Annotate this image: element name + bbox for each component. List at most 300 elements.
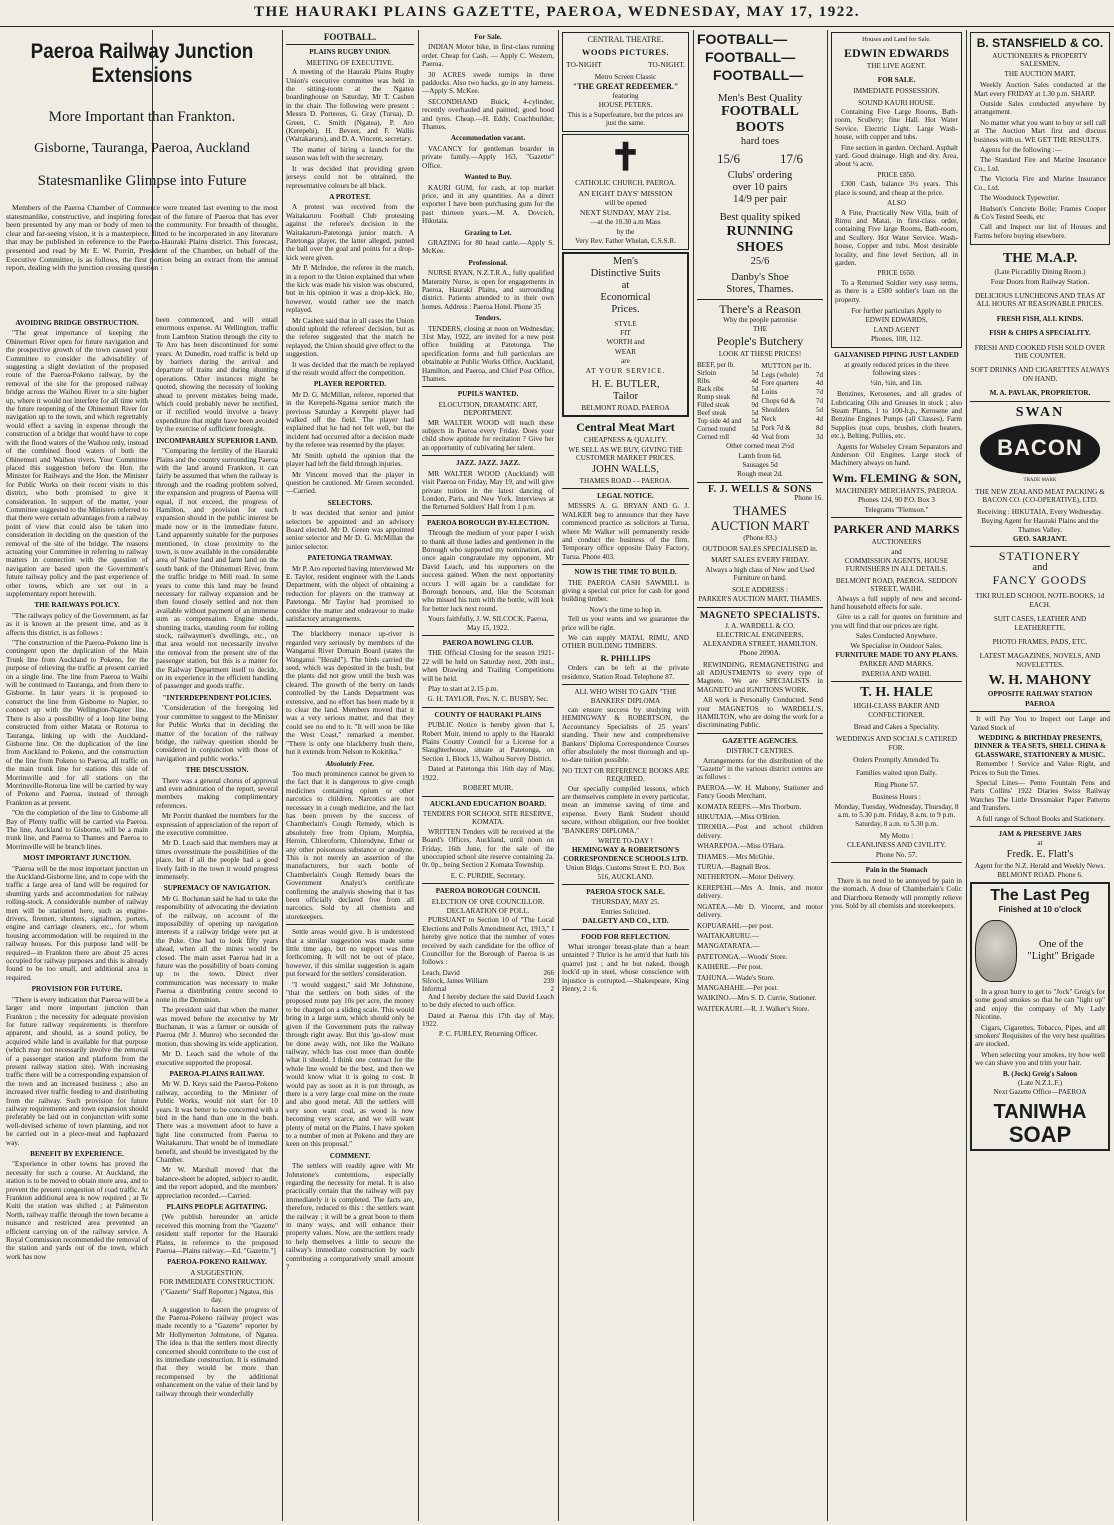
ad-title: ALL WHO WISH TO GAIN "THE BANKERS' DIPLOMA xyxy=(574,688,677,705)
item-price: 7d xyxy=(816,370,823,379)
item-price: 7d xyxy=(816,388,823,397)
section-heading: PLAINS PEOPLE AGITATING. xyxy=(166,1203,268,1212)
item-price: 5d xyxy=(751,385,759,394)
rule xyxy=(286,924,414,925)
item-price xyxy=(750,361,758,369)
agency-item: KEREPEHI.—Mrs A. Innis, and motor delivery. xyxy=(697,883,823,901)
ad-text: WEAR xyxy=(614,347,637,356)
ad-text: NO TEXT OR REFERENCE BOOKS ARE REQUIRED. xyxy=(562,766,689,784)
agency-item: NGATEA.—Mr D. Vincent, and motor delivery. xyxy=(697,902,823,920)
ad-text: Receiving : HIKUTAIA, Every Wednesday. xyxy=(977,507,1103,516)
section-heading: THE DISCUSSION. xyxy=(185,766,249,775)
column-rule xyxy=(418,30,419,1521)
ad-text: Always a full supply of new and second-hand household effects for sale. xyxy=(831,594,962,611)
ad-text: FOOTBALL xyxy=(721,104,799,119)
ad-title: Wm. FLEMING & SON, xyxy=(832,470,961,485)
agency-item: KOPUARAHI.—per post. xyxy=(697,921,774,930)
item-price: 4d xyxy=(816,414,823,423)
item-name: Corned roll xyxy=(697,433,730,442)
article-paragraph: "There is every indication that Paeroa will be a larger and more important junction than Frankton ; the necessity for adequate provision for future railway requirements is therefore apparent, and should, as a sound policy, be acquired while land is available for that purpose (which may not necessarily involve the removal of a passenger station and platform from the present railway station site). With increasing traffic there will be a corresponding expansion of the town and an increased business ; also an increased river traffic feeding to and distributing from the railway. Such provision for future railway requirements and town expansion should preferably be laid out in conjunction with some well-devised scheme of town planning, and not be carried out in a piece-meal and haphazard way. xyxy=(6,995,148,1147)
ad-text: One of the xyxy=(1038,939,1084,950)
agency-list xyxy=(697,784,823,1013)
item-price: 4d xyxy=(751,433,759,442)
price-row xyxy=(697,417,759,425)
meat-mart-ad xyxy=(562,419,689,485)
section-heading: A PROTEST. xyxy=(329,192,371,201)
notice-text: MESSRS A. G. BRYAN AND G. J. WALKER beg to announce that they have commenced practice as solicitors at Turua, where Mr Walker will permanently reside and conduct the business of the firm. Temporary office opposite Dairy Factory, Turua. Phone 403. xyxy=(562,502,689,561)
agency-item: WAITEKAURI.—R. J. Walker's Store. xyxy=(697,1004,810,1013)
article-paragraph: "On the completion of the line to Gisborne all Bay of Plenty traffic will be carried via Paeroa. The line, Auckland to Gisborne, will be a main trunk line, and Paeroa to Thames and Paeroa to Morrinsville will be branch lines. xyxy=(6,809,148,851)
ad-title: and xyxy=(1032,562,1048,574)
poll-votes: 266 xyxy=(543,968,554,977)
ad-text: LAND AGENT xyxy=(873,325,920,334)
item-price: 4d xyxy=(816,379,823,388)
ad-text: ELECTRICAL ENGINEERS, ALEXANDRA STREET, HAMILTON. xyxy=(702,631,818,648)
rule xyxy=(422,796,554,797)
ad-text: SOFT DRINKS AND CIGARETTES ALWAYS ON HAND. xyxy=(970,366,1110,383)
item-name: Top side 4d and xyxy=(697,417,742,426)
ad-text: COMMISSION AGENTS, HOUSE FURNISHERS IN ALL DETAILS. xyxy=(844,556,949,574)
ad-text: Phones, 108, 112. xyxy=(870,335,923,344)
rule xyxy=(422,707,554,708)
rule xyxy=(970,711,1110,712)
ad-text: Metro Screen Classic xyxy=(594,73,657,82)
ad-text: ½in, ¾in, and 1in. xyxy=(870,378,923,387)
ad-text: AUCTIONEERS xyxy=(871,538,922,547)
ad-text: by the xyxy=(616,227,635,236)
ad-text: MART SALES EVERY FRIDAY. xyxy=(711,556,809,565)
ad-text: Families waited upon Daily. xyxy=(856,768,937,777)
agency-item: WAITAKARURU.— xyxy=(697,931,759,940)
ad-text: "Light" Brigade xyxy=(1027,951,1095,962)
article-paragraph: [We publish hereunder an article received this morning from the "Gazette" resident staff reporter for the Hauraki Plains, in reference to the proposed Paeroa—Plains railway.—Ed. "Gazette."] xyxy=(156,1213,278,1256)
article-paragraph: The blackberry menace up-river is regarded very seriously by members of the Wanganui River Domain Board (states the Wanganui "Herald"). The birds carried the seed, which was deposited in the bush, but the plants did not grow until the bush was cleared. The growth of the berry on lands controlled by the Lands Department was extensive, and no effort has been made by it to clear the land. Members moved that it was a very serious matter, and that they could see no end to it. "It will soon be like the West Coast," remarked a member. "There is only one blackberry bush there, but it extends from Nelson to Kokitika." xyxy=(286,630,414,757)
price-row xyxy=(697,433,759,441)
agency-item: HIKUTAIA.—Miss O'Brien. xyxy=(697,813,781,822)
poll-row xyxy=(422,985,554,993)
item-name: MUTTON per lb. xyxy=(761,361,811,370)
price-row xyxy=(762,397,824,406)
article-paragraph: been commenced, and will entail enormous expense. At Wellington, traffic from Lambton Station through the city to Te Aro has been discontinued for some years. At Dunedin, road traffic is held up by barriers during the arrival and departure of trains and during shunting operations. Other instances might be quoted, showing the necessity of looking ahead to prevent mistakes being made, which could probably never be rectified, or if rectified would involve a heavy expenditure that might have been avoided by the exercise of sufficient foresight. xyxy=(156,316,278,434)
ad-text: TO-NIGHT xyxy=(566,59,602,69)
ad-text: No matter what you want to buy or sell call at The Auction Mart first and discuss business with us. WE GET THE RESULTS. xyxy=(974,118,1106,144)
beef-prices xyxy=(697,361,759,441)
article-paragraph: What stronger breast-plate than a heart untainted ? Thrice is he arm'd that hath his quarrel just ; and he but naked, though lock'd up in steel, whose conscience with injustice is corrupted.—Shakespeare, King Henry, 2 : 6. xyxy=(562,943,689,994)
ad-text: FIT xyxy=(620,328,631,337)
ad-text: AUCTIONEERS & PROPERTY SALESMEN, xyxy=(992,52,1088,69)
ad-text: BELMONT ROAD, PAEROA. SEDDON STREET, WAIHI. xyxy=(835,576,958,594)
ad-text: PARKER AND MARKS. xyxy=(859,660,934,669)
ad-text: and xyxy=(891,547,902,556)
classified-ad: GRAZING for 80 head cattle.—Apply S. McKee. xyxy=(422,238,554,256)
article-paragraph: "Paeroa will be the most important junction on the Auckland-Gisborne line, and to cope with the traffic a large area of land will be required for shunting yards and accommodation for railway rolling-stock. A considerable number of railway men will be stationed here, such as engine-drivers, firemen, shunters, signalmen, porters, engine and carriage cleaners, etc., for whom housing accommodation will be required in the railway houses. For this purpose land will be required—in Frankton there are about 25 acres occupied for railway purposes and this is already found to be too small, and additional area is required. xyxy=(6,864,148,982)
ad-text: THE NEW ZEALAND MEAT PACKING & BACON CO. (CO-OPERATIVE), LTD. xyxy=(975,488,1105,505)
ad-text: DELICIOUS LUNCHEONS AND TEAS AT ALL HOURS AT REASONABLE PRICES. xyxy=(974,291,1106,309)
article-paragraph: "Comparing the fertility of the Hauraki Plains and the country surrounding Paeroa with the land around Frankton, it can fairly be assumed that when the railway is through and the roading problem solved, the expansion and progress of Paeroa will equal, if not exceed, the progress of Hamilton, and provision for such expansion should in the public interest be made now or in the immediate future. Land apparently suitable for the purposes mentioned, in close proximity to the town, is now available in the considerable area of Native land and farm land on the south bank of the Ohinemuri River, from the traffic bridge to Mill road. In some years to come this land may be found necessary for railway expansion and be then found closely settled and not then available without payment of an immense sum as compensation. Engine sheds, shunting tracks, standing room for rolling stock, railwaymen's dwellings, etc., on that area would not necessarily involve the removal from the present site of the passenger station, but this is a matter for the Railway Department itself to decide, on its experience in the efficient handling of passenger and goods traffic. xyxy=(156,447,278,691)
ad-text: For further particulars Apply to xyxy=(851,306,942,315)
ad-title: There's a Reason xyxy=(719,302,801,316)
notice-signature: E. C. PURDIE, Secretary. xyxy=(450,871,526,880)
ad-text: THE xyxy=(753,325,767,334)
article-paragraph: "Experience in other towns has proved the necessity for such a course. At Auckland, the station is to be moved to obtain more area, and to prevent the present congestion of road traffic. At Frankton additional area is now required ; at Te Kuiti the station was shifted ; at Palmerston North, railway traffic through the town became a nuisance and restricted area prevented an efficient carrying on of the railway service. A Royal Commission recommended the removal of the station and yards out of the town, which work has now xyxy=(6,1160,148,1261)
article-paragraph: The president said that when the matter was moved before the executive by Mr Buchanan, it was a farmer or outside of Paeroa (Mr J. Munro) who seconded the motion, thus showing its wide application. xyxy=(156,1006,278,1048)
article-paragraph: "The great importance of keeping the Ohinemuri River open for future navigation and the prospective growth of the town caused your Committee to consider the advisability of suggesting a slight deviation of the proposed route of the Paeroa-Pokeno railway, by the removal of the site for the proposed railway bridge across the Waihou River to a site higher up, where it would not interfere for all time with the future reopening of the Ohinemuri River for navigation up to the town, and which regrettably would effect a saving in expense through the construction of a bridge that would have to cope with the flood waters of the Waihou only, instead of the combined flood waters of both the Ohinemuri and Waihou rivers. Your Committee placed this suggestion before the Hon. the Minister for Railways and the Hon. the Minister for Public Works on their recent visits to this district, who both promised to give it consideration. In support of the matter, your Committee suggested to the Ministers referred to that there were certain advantages from a railway point of view that could also be taken into consideration in deciding on the question of the removal of the site of the bridge. The reasons actuating your Committee in referring to railway matters in connection with the question of navigation are based upon the Government's future railway policy and the past experience of other towns, which are set out in a supplementary report herewith. xyxy=(6,329,148,598)
rule xyxy=(562,884,689,885)
ad-text: Tailor xyxy=(613,390,638,402)
ad-text: My Motto : xyxy=(879,832,914,841)
ad-text: Special Lines— Pento Fountain Pens and Parts Collins' 1922 Diaries Swiss Railway Watches The Little Dressmaker Paper Patterns and Transfers. xyxy=(970,778,1110,813)
ad-title: SWAN xyxy=(1015,404,1065,420)
ads-column-4 xyxy=(562,30,689,1521)
ad-text: Phone 2090A. xyxy=(739,649,781,658)
ad-text: H. E. BUTLER, xyxy=(591,378,660,390)
price-row xyxy=(762,370,824,379)
ad-text: B. (Jock) Greig's Saloon xyxy=(1002,1069,1078,1078)
ad-text: 14/9 per pair xyxy=(733,194,787,205)
ad-text: hard toes xyxy=(740,136,780,147)
ad-text: This is a Superfeature, but the prices are just the same. xyxy=(567,110,684,128)
article-paragraph: It was decided that providing green jerseys could not be obtained, the representative colours be all black. xyxy=(286,164,414,190)
column-rule xyxy=(282,30,283,1521)
ad-text: Orders Promptly Attended To. xyxy=(853,756,940,765)
ad-film-title: "THE GREAT REDEEMER." xyxy=(572,81,679,91)
swan-bacon-ad xyxy=(970,405,1110,544)
ad-text: AT YOUR SERVICE. xyxy=(585,366,666,375)
poll-votes: 2 xyxy=(550,984,554,993)
ad-text: WORTH and xyxy=(606,338,645,347)
ad-price: PRICE £650. xyxy=(877,269,916,278)
agency-item: WHAREPOA.—Miss O'Hara. xyxy=(697,842,785,851)
theatre-ad xyxy=(562,32,689,132)
price: 25/6 xyxy=(750,256,770,267)
ad-text: ALSO xyxy=(887,199,906,208)
price: 15/6 xyxy=(716,151,741,166)
ad-text: Now's the time to hop in. xyxy=(589,605,662,614)
brigade-row xyxy=(975,920,1105,982)
section-subheading: A SUGGESTION. xyxy=(190,1268,244,1277)
ad-text: STYLE xyxy=(614,319,637,328)
ad-text: In a great hurry to get to "Jock" Greig's for some good smokes so that he can "light up" and enjoy the company of My Lady Nicotine. xyxy=(975,988,1105,1022)
poll-table xyxy=(422,969,554,993)
ad-text: TO-NIGHT. xyxy=(647,59,685,69)
ad-text: BOOTS xyxy=(735,120,785,135)
ad-text: Why the people patronise xyxy=(723,316,797,324)
rule xyxy=(286,626,414,627)
ad-text: SOLE ADDRESS : xyxy=(732,585,788,594)
ad-text: Men's Best Quality xyxy=(717,92,803,104)
ad-text: Phones 124, 90 P.O. Box 3 xyxy=(857,496,936,505)
section-heading: PROVISION FOR FUTURE. xyxy=(31,985,123,994)
ad-title: SOAP xyxy=(1008,1121,1072,1147)
section-heading: FOOTBALL. xyxy=(323,32,377,42)
notice-signature: Yours faithfully, J. W. SILCOCK. Paeroa, May 15, 1922. xyxy=(427,615,549,632)
item-name: Shoulders xyxy=(761,406,790,415)
ads-column-7 xyxy=(970,30,1110,1521)
cross-icon: ✝ xyxy=(609,136,642,179)
ad-text: Finished at 10 o'clock xyxy=(998,904,1082,914)
ad-text: Clubs' ordering xyxy=(727,170,793,181)
ad-text: M. A. PAVLAK, PROPRIETOR. xyxy=(989,389,1091,398)
section-heading: FOOD FOR REFLECTION. xyxy=(581,932,670,941)
section-heading: AVOIDING BRIDGE OBSTRUCTION. xyxy=(15,319,139,327)
classified-heading: Accommodation vacant. xyxy=(450,134,526,143)
classified-ad: 30 ACRES swede turnips in three paddocks. Also two hacks, go in any harness.—Apply S. McKee. xyxy=(422,70,554,96)
ad-heading: PUPILS WANTED. xyxy=(457,390,519,399)
article-paragraph: There is no need to be annoyed by pain in the stomach. A dose of Chamberlain's Colic and Diarrhoea Remedy will promptly relieve you. Sold by all chemists and storekeepers. xyxy=(831,876,962,910)
ad-text: A full range of School Books and Stationery. xyxy=(976,814,1105,823)
ad-title: THE M.A.P. xyxy=(1002,251,1078,267)
notice-subheading: DECLARATION OF POLL. xyxy=(446,906,530,915)
ad-text: We can supply MATAI, RIMU, AND OTHER BUILDING TIMBERS. xyxy=(562,634,689,651)
ad-title: PARKER AND MARKS xyxy=(833,522,960,537)
taniwha-soap-ad xyxy=(970,882,1110,1151)
column-rule xyxy=(558,30,559,1521)
danby-shoe-ad xyxy=(697,30,823,296)
ad-text: GEO. SARJANT. xyxy=(1013,535,1067,544)
ad-text: The Standard Fire and Marine Insurance Co., Ltd. xyxy=(974,156,1106,173)
ad-subheading: ELOCUTION, DRAMATIC ART, DEPORTMENT. xyxy=(438,400,538,418)
article-paragraph: Mr D. Leach said the whole of the executive supported the proposal. xyxy=(156,1050,278,1067)
ad-text: REWINDING, REMAGNETISING and all ADJUSTMENTS to every type of Magneto. We are SPECIALISTS in MAGNETO and IGNITIONS WORK. xyxy=(697,660,823,694)
ad-text: over 10 pairs xyxy=(732,182,788,193)
ad-text: are xyxy=(621,357,630,366)
article-paragraph: Too much prominence cannot be given to the fact that it is dangerous to give cough medicines containing opium or other narcotics to children. Narcotics are not necessary in a cough medicine, and the fact has been proven by the success of Chamberlain's Cough Remedy, which is absolutely free from Opium, Morphia, Heroin, Chloroform, Chlorodyne, Ether or any other poisonous substance or anodyne. This is not merely an assertion of the manufacturers, but each bottle of Chamberlain's Cough Remedy bears the Government Analyst's certificate confirming the analysis showing that it has been officially declared free from all narcotics. Sold by all chemists and storekeepers. xyxy=(286,769,414,921)
agency-item: TURUA.—Bagnall Bros. xyxy=(697,863,771,872)
ad-text: JAM & PRESERVE JARS xyxy=(998,829,1082,838)
ad-text: Agents for Wolseley Cream Separators and Anderson Oil Engines. Large stock of Machinery always on hand. xyxy=(831,442,962,468)
article-column-b xyxy=(156,316,278,1521)
ad-text: Rough meat 2d. xyxy=(737,470,783,479)
ad-text: Economical xyxy=(600,291,651,303)
ad-text: FRESH AND COOKED FISH SOLD OVER THE COUNTER. xyxy=(974,343,1106,360)
notice-text: PURSUANT to Section 10 of "The Local Elections and Polls Amendment Act, 1913," I hereby give notice that the number of votes received by each candidate for the office of Councillor for the Borough of Paeroa is as follows : xyxy=(422,916,554,967)
ad-text: Give us a call for quotes on furniture and you will find that our prices are right. xyxy=(831,613,962,630)
ad-text: BELMONT ROAD, PAEROA xyxy=(581,403,670,412)
ad-text: WRITE TO-DAY ! xyxy=(597,837,654,845)
ad-text: FISH & CHIPS A SPECIALITY. xyxy=(989,329,1091,338)
agency-item: PAEROA.—W. H. Mahony, Stationer and Fancy Goods Merchant. xyxy=(697,783,823,801)
ad-text: Distinctive Suits xyxy=(590,267,661,279)
ad-text: PARKER'S AUCTION MART, THAMES. xyxy=(698,595,822,604)
ad-text: Weekly Auction Sales conducted at the Mart every FRIDAY at 1.30 p.m. SHARP. xyxy=(974,81,1106,98)
ad-title: FOOTBALL— xyxy=(705,49,796,65)
price: 17/6 xyxy=(779,151,804,166)
item-price: 5d xyxy=(751,425,759,434)
ad-text: Sausages 5d xyxy=(742,461,778,470)
item-price: 8d xyxy=(751,393,759,402)
ad-text: A Fine, Practically New Villa, built of Rimu and Matai, in first-class order, containing Five large Rooms, Bath-room, and Scullery. Hot Water Service. Wash-house, Copper and tubs. Most desirable locality, and fine level Section, all in garden. xyxy=(835,208,958,267)
mahony-stationery-ad xyxy=(970,550,1110,708)
agency-item: TAHUNA.—Wade's Store. xyxy=(697,973,775,982)
section-heading: BENEFIT BY EXPERIENCE. xyxy=(30,1150,124,1158)
article-paragraph: "The construction of the Paeroa-Pokeno line is contingent upon the duplication of the Main Trunk line from Auckland to Pokeno, for the purpose of relieving the traffic at present carried on a single line. The line from Paeroa to Waihi will be continued to Tauranga, and from there to Gisborne. In later years it is proposed to construct the line from Gisborne to Napier, to connect up with the Wellington-Napier line. There is also a possibility of a loop line being constructed from either Matata or Rotorua to Tauranga, linking up with the Auckland-Gisborne line. On the duplication of the line from Auckland to Pokeno, and the construction of the line from Pokeno to Paeroa, all traffic on the main trunk line for stations this side of Morrinsville and for all stations on the Morrinsville-Rotorua line will be carried by way of Pokeno and Paeroa, instead of through Frankton as at present. xyxy=(6,639,148,807)
agency-item: MANGAHAHE.—Per post. xyxy=(697,983,779,992)
price-row xyxy=(697,151,823,167)
ad-text: THURSDAY, MAY 25. xyxy=(591,898,660,907)
ad-text: Four Doors from Railway Station. xyxy=(990,277,1090,286)
ad-text: Monday, Tuesday, Wednesday, Thursday, 8 a.m. to 5.30 p.m. Friday, 8 a.m. to 9 p.m. Saturday, 8 a.m. to 5.30 p.m. xyxy=(834,802,959,828)
item-name: BEEF, per lb. xyxy=(697,361,735,370)
poll-row xyxy=(422,969,554,977)
ad-text: All work is Personally Conducted. Send your MAGNETOS to WARDELL'S, HAMILTON, who are doing the work for a discriminating Public. xyxy=(697,696,823,730)
item-name: Fore quarters xyxy=(761,379,799,388)
ad-title: B. STANSFIELD & CO. xyxy=(976,36,1104,50)
price-row xyxy=(762,432,824,441)
agency-item: KOMATA REEFS.—Mrs Thorburn. xyxy=(697,802,802,811)
ad-title: The Last Peg xyxy=(990,886,1090,904)
notice-subheading: ELECTION OF ONE COUNCILLOR. xyxy=(431,897,545,906)
section-heading: PLAYER REPORTED. xyxy=(313,380,387,389)
column-rule xyxy=(693,30,694,1521)
ad-text: Call and Inspect our list of Houses and Farms before buying elsewhere. xyxy=(974,223,1106,240)
tonight-row xyxy=(566,61,685,69)
ad-text: To a Returned Soldier very easy terms, as there is a £500 soldier's loan on the property. xyxy=(835,278,958,304)
rule xyxy=(562,564,689,565)
rule xyxy=(970,826,1110,827)
section-heading: PATETONGA TRAMWAY. xyxy=(307,554,393,563)
item-price xyxy=(815,361,823,370)
notice-heading: COUNTY OF HAURAKI PLAINS xyxy=(434,710,542,719)
price-row xyxy=(762,414,824,423)
ad-text: Business Hours : xyxy=(872,793,921,802)
masthead: THE HAURAKI PLAINS GAZETTE, PAEROA, WEDNESDAY, MAY 17, 1922. xyxy=(0,4,1114,27)
rule xyxy=(422,883,554,884)
ad-text: SOUND KAURI HOUSE. xyxy=(858,98,935,107)
article-paragraph: A protest was received from the Waitakaruru Football Club protesting against the referee's decision in the Waitakaruru-Patetonga junior match. A Patetonga player, the latter alleged, punted the ball over the goal and points for a drop-kick were given. xyxy=(286,203,414,262)
rule xyxy=(422,455,554,456)
ad-text: Danby's Shoe xyxy=(731,272,789,283)
item-price: 8d xyxy=(816,423,823,432)
article-headline: Paeroa Railway Junction Extensions xyxy=(30,40,254,87)
ad-text: NEXT SUNDAY, MAY 21st. xyxy=(579,207,672,217)
ad-text: Ring Phone 57. xyxy=(874,781,919,790)
ad-text: RUNNING xyxy=(726,224,794,239)
poll-row xyxy=(422,977,554,985)
poll-candidate: Leach, David xyxy=(422,968,460,977)
rule xyxy=(422,386,554,387)
ad-text: TIKI RULED SCHOOL NOTE-BOOKS, 1d EACH. xyxy=(975,592,1105,609)
ad-text: (Phone 83.) xyxy=(743,533,777,542)
ad-text: Buying Agent for Hauraki Plains and the Thames Valley. xyxy=(981,517,1099,534)
classified-ad: SECONDHAND Buick, 4-cylinder, recently overhauled and painted; good hood and tyres. Cheap.—H. Eddy, Coachbuilder, Thames. xyxy=(422,97,554,132)
notice-heading: PAEROA BOWLING CLUB. xyxy=(442,639,534,647)
section-heading: MOST IMPORTANT JUNCTION. xyxy=(23,854,131,863)
item-price: 5d xyxy=(816,406,823,415)
ads-column-5 xyxy=(697,30,823,1521)
ad-text: When selecting your smokes, try how well we can shave you and trim your hair. xyxy=(975,1050,1105,1068)
butler-tailor-ad xyxy=(562,252,689,418)
ad-text: LOOK AT THESE PRICES! xyxy=(718,349,802,358)
notice-text: Dated at Patetonga this 16th day of May, 1922. xyxy=(422,765,554,782)
ad-title: FOOTBALL— xyxy=(697,31,788,47)
item-name: Rump steak xyxy=(697,393,731,402)
fleming-ad xyxy=(831,351,962,515)
article-column-a xyxy=(6,316,148,1521)
ad-text: PAEROA xyxy=(1025,699,1055,708)
price-row xyxy=(697,369,759,377)
ad-text: Telegrams "Flemson." xyxy=(864,505,929,514)
article-paragraph: Mr Cashen said that in all cases the Union should uphold the referees' decision, but as the referee suggested that the match be replayed, the Union should give effect to the suggestion. xyxy=(286,316,414,359)
classified-ad: TENDERS, closing at noon on Wednesday, 31st May, 1922, are invited for a new post office building at Patetonga. The specification forms and full particulars are obtainable at Public Works Office, Auckland, Hamilton, and Paeroa, and Chief Post Office, Thames. xyxy=(422,324,554,384)
section-heading: Pain in the Stomach xyxy=(865,866,928,875)
hale-baker-ad xyxy=(831,685,962,859)
article-subhead: Statesmanlike Glimpse into Future xyxy=(37,173,247,189)
ad-text: CLEANLINESS AND CIVILITY. xyxy=(846,841,947,850)
item-name: Loins xyxy=(761,388,778,397)
section-heading: GAZETTE AGENCIES. xyxy=(722,736,798,745)
ad-text: The Victoria Fire and Marine Insurance Co., Ltd. xyxy=(974,175,1106,192)
price-row xyxy=(697,393,759,401)
ad-text: Best quality spiked xyxy=(719,212,801,223)
ad-text: Houses and Land for Sale. xyxy=(862,36,931,43)
ad-text: Prices. xyxy=(611,303,640,315)
ad-text: PHOTO FRAMES, PADS, ETC. xyxy=(992,638,1088,647)
article-paragraph: Mr D. Leach said that members may at times overestimate the possibilities of the place, but if all the people had a good lively faith in the town it would progress immensely. xyxy=(156,839,278,881)
agency-item: NETHERTON.—Motor Delivery. xyxy=(697,873,795,882)
item-price: 5d xyxy=(751,409,759,418)
article-paragraph: "The railways policy of the Government, as far as it is known at the present time, and as it affects this district, is as follows : xyxy=(6,611,148,637)
ad-text: We Specialise in Outdoor Sales. xyxy=(850,641,943,650)
ad-text: It will Pay You to Inspect our Large and Varied Stock of xyxy=(970,715,1110,732)
item-name: Neck xyxy=(761,414,777,423)
classified-ad: INDIAN Motor bike, in first-class running order. Cheap for Cash. — Apply C. Western, Paeroa. xyxy=(422,43,554,69)
ad-text: AN EIGHT DAYS' MISSION xyxy=(578,189,673,199)
article-paragraph: A suggestion to hasten the progress of the Paeroa-Pokeno railway project was made recently to a "Gazette" reporter by Mr Hollymerton Johnstone, of Ngatea. The idea is that the settlers most directly concerned should contribute to the cost of its immediate construction. It is estimated that they would be more than recompensed by the additional enhancement on the value of their land by railway through their wonderfully xyxy=(156,1305,278,1398)
classified-heading: Wanted to Buy. xyxy=(464,173,512,182)
ad-text: Stores, Thames. xyxy=(726,284,794,295)
section-heading: PLAINS RUGBY UNION. xyxy=(309,48,391,57)
ad-text: HEMINGWAY & ROBERTSON'S CORRESPONDENCE SCHOOLS LTD. xyxy=(563,846,688,863)
ad-text: Phone No. 57. xyxy=(875,850,918,859)
face-illustration-icon xyxy=(975,920,1017,982)
section-subheading: FOR IMMEDIATE CONSTRUCTION. xyxy=(159,1278,275,1287)
notice-heading: AUCKLAND EDUCATION BOARD. xyxy=(429,799,547,808)
ad-text: J. A. WARDELL & CO. xyxy=(725,621,795,630)
agency-item: PATETONGA.—Woods' Store. xyxy=(697,952,788,961)
article-paragraph: It was decided that senior and junior selectors be appointed and an advisory Board elected. Mr D. Green was appointed senior selector and Mr D. G. McMillan the junior selector. xyxy=(286,509,414,551)
item-name: Sirloin xyxy=(697,369,717,378)
ad-text: DALGETY AND CO., LTD. xyxy=(582,917,669,926)
price-row xyxy=(762,423,824,432)
railway-article-header xyxy=(6,34,278,334)
article-paragraph: Mr P. McIndoe, the referee in the match, in a report to the Union explained that when the kick was made his vision was obscured, but in his opinion it was a drop-kick. He, however, would rather see the match replayed. xyxy=(286,264,414,315)
ad-text: Entries Solicited. xyxy=(600,907,651,916)
classifieds-column xyxy=(422,30,554,1521)
article-paragraph: The matter of hiring a launch for the season was left with the secretary. xyxy=(286,145,414,163)
rule xyxy=(697,482,823,483)
notice-text: Through the medium of your paper I wish to thank all those ladies and gentlemen in the Borough who supported my nomination, and once again congratulate my opponent, Mr David Leach, and his supporters on the success gained. When the next opportunity occurs I will again be a candidate for Borough honours, and, like the Scotsman who missed his turn with the bottle, will look for better luck next round. xyxy=(422,529,554,613)
ad-text: WE SELL AS WE BUY, GIVING THE CUSTOMER MARKET PRICES. xyxy=(568,445,683,463)
ad-text: will be opened xyxy=(604,199,647,208)
ad-text: SUIT CASES, LEATHER AND LEATHERETTE. xyxy=(993,615,1087,632)
rule xyxy=(970,546,1110,547)
ad-title: FOOTBALL— xyxy=(713,67,804,83)
article-paragraph: Mr P. Aro reported having interviewed Mr E. Taylor, resident engineer with the Lands Department, with the object of obtaining a reduction for players on the tramway at Patetonga. Mr Taylor had promised to consider the matter and endeavour to make satisfactory arrangements. xyxy=(286,564,414,623)
ad-text: PAEROA AND WAIHI. xyxy=(861,669,932,678)
ad-title: FANCY GOODS xyxy=(992,573,1088,588)
price-row xyxy=(697,401,759,409)
ad-title: STATIONERY xyxy=(998,549,1082,564)
ad-text: Our specially compiled lessons, which are themselves complete in every particular, mean an immense saving of time and expense. Every Bank Student should secure, without obligation, our free booklet "BANKERS' DIPLOMA." xyxy=(562,784,689,835)
ad-title: T. H. HALE xyxy=(860,685,933,701)
edwards-ad xyxy=(831,32,962,348)
ad-title: W. H. MAHONY xyxy=(988,673,1092,689)
item-name: Beef steak xyxy=(697,409,727,418)
notice-heading: LEGAL NOTICE. xyxy=(597,491,654,500)
item-price: 5d xyxy=(751,417,759,426)
ad-text: FURNITURE MADE TO ANY PLANS. xyxy=(835,650,958,659)
agency-item: TIROHIA.—Post and school children delivery. xyxy=(697,823,823,840)
